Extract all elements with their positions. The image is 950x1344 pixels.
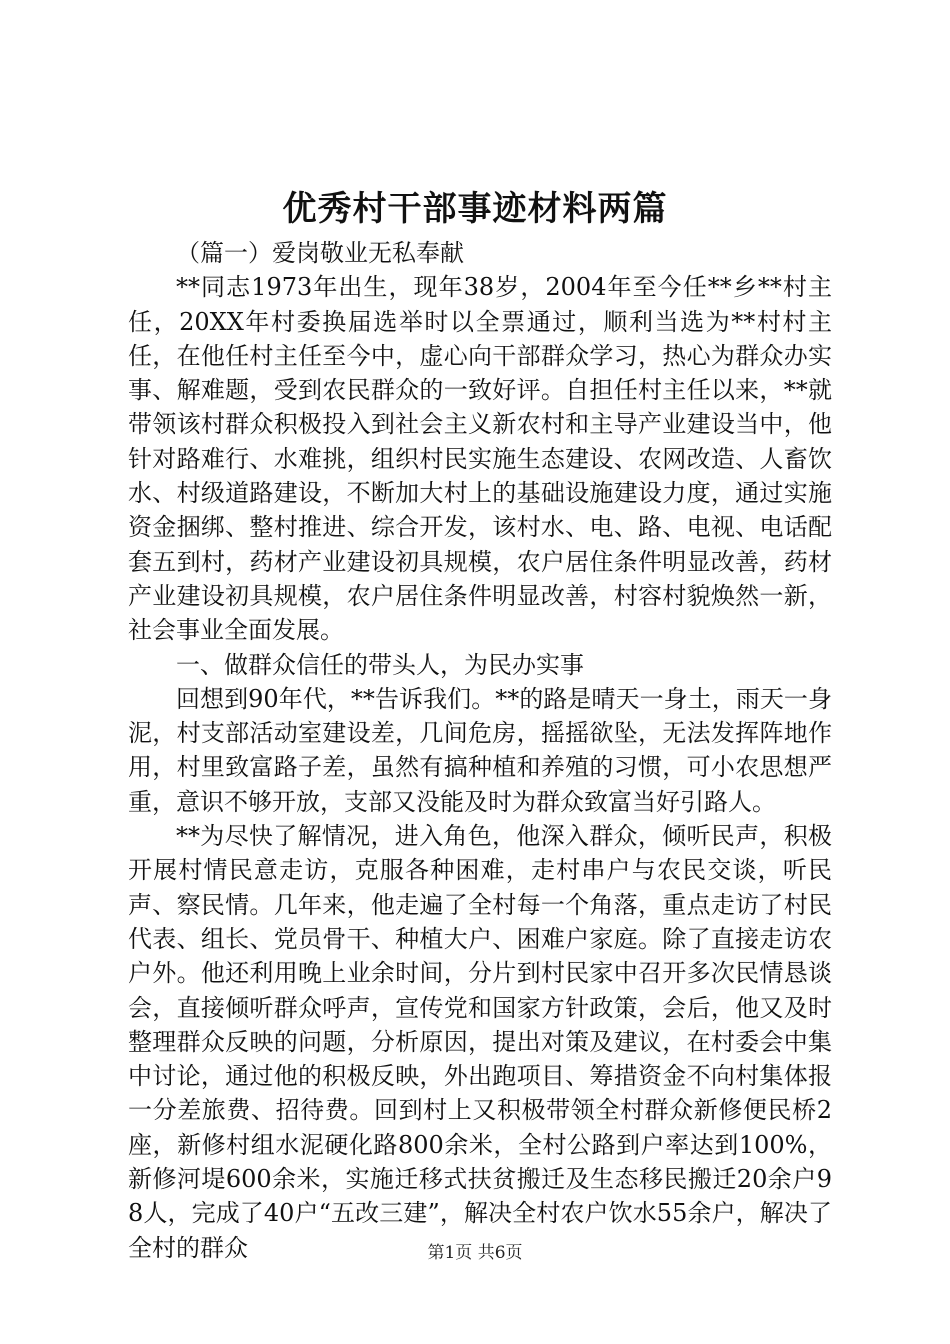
paragraph-recollection: 回想到90年代，**告诉我们。**的路是晴天一身土，雨天一身泥，村支部活动室建设差，几间危房，摇摇欲坠，无法发挥阵地作用，村里致富路子差，虽然有搞种植和养殖的习惯，可小农思想严重，意识不够开放，支部又没能及时为群众致富当好引路人。	[128, 684, 832, 816]
section-heading-part-one: （篇一）爱岗敬业无私奉献	[176, 239, 464, 267]
section-heading-one: 一、做群众信任的带头人，为民办实事	[176, 650, 584, 679]
document-title: 优秀村干部事迹材料两篇	[282, 189, 668, 229]
page-number-footer: 第1页 共6页	[427, 1243, 523, 1263]
document-body	[128, 236, 832, 1265]
paragraph-intro: **同志1973年出生，现年38岁，2004年至今任**乡**村主任，20XX年村委换届选举时以全票通过，顺利当选为**村村主任，在他任村主任至今中，虚心向干部群众学习，热心为群众办实事、解难题，受到农民群众的一致好评。自担任村主任以来，**就带领该村群众积极投入到社会主义新农村和主导产业建设当中，他针对路难行、水难挑，组织村民实施生态建设、农网改造、人畜饮水、村级道路建设，不断加大村上的基础设施建设力度，通过实施资金捆绑、整村推进、综合开发，该村水、电、路、电视、电话配套五到村，药材产业建设初具规模，农户居住条件明显改善，药材产业建设初具规模，农户居住条件明显改善，村容村貌焕然一新，社会事业全面发展。	[128, 273, 832, 645]
paragraph-work: **为尽快了解情况，进入角色，他深入群众，倾听民声，积极开展村情民意走访，克服各种困难，走村串户与农民交谈，听民声、察民情。几年来，他走遍了全村每一个角落，重点走访了村民代表、组长、党员骨干、种植大户、困难户家庭。除了直接走访农户外。他还利用晚上业余时间，分片到村民家中召开多次民情恳谈会，直接倾听群众呼声，宣传党和国家方针政策，会后，他又及时整理群众反映的问题，分析原因，提出对策及建议，在村委会中集中讨论，通过他的积极反映，外出跑项目、筹措资金不向村集体报一分差旅费、招待费。回到村上又积极带领全村群众新修便民桥2座，新修村组水泥硬化路800余米，全村公路到户率达到100%，新修河堤600余米，实施迁移式扶贫搬迁及生态移民搬迁20余户98人，完成了40户“五改三建”，解决全村农户饮水55余户，解决了全村的群众	[128, 822, 832, 1262]
